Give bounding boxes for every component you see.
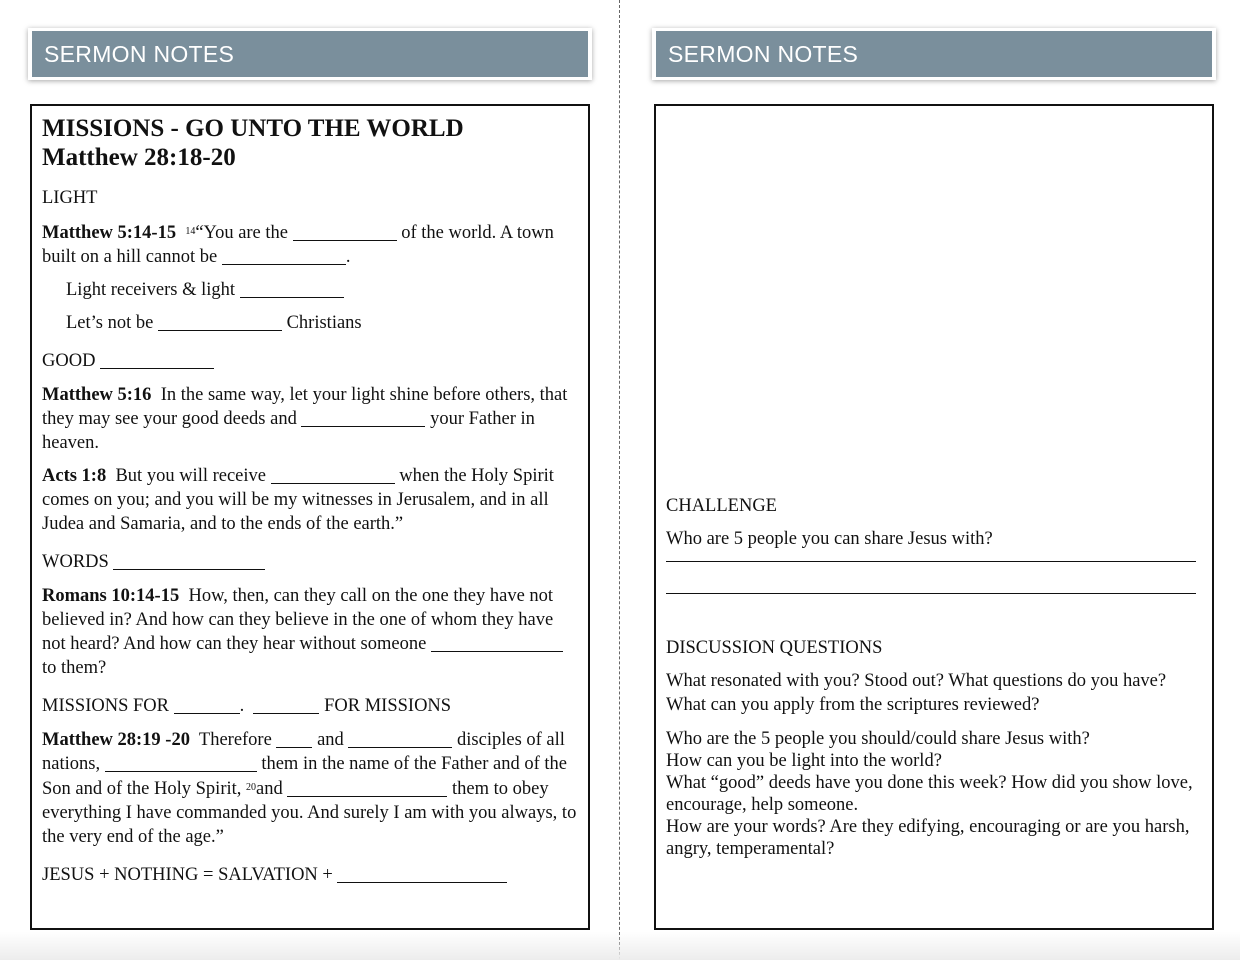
fill-in-blank[interactable] xyxy=(158,314,282,331)
missions-heading xyxy=(42,694,578,718)
matthew-5-16-passage xyxy=(42,383,578,455)
passage-text: your Father in heaven. xyxy=(42,409,535,453)
sermon-title xyxy=(42,114,578,172)
scripture-ref: Acts 1:8 xyxy=(42,466,107,486)
challenge-question: Who are 5 people you can share Jesus with? xyxy=(666,529,993,549)
discussion-question: How are your words? Are they edifying, encouraging or are you harsh, angry, temperamental? xyxy=(666,817,1190,859)
passage-text: But you will receive xyxy=(115,466,266,486)
verse-number: 20 xyxy=(246,782,257,793)
fill-in-blank[interactable] xyxy=(431,635,563,652)
light-heading: LIGHT xyxy=(42,188,98,208)
passage-text: and xyxy=(256,779,283,799)
passage-text: How, then, can they call on the one they have not believed in? And how can they believe in the one of whom they have not heard? And how can they hear without someone xyxy=(42,586,554,654)
fill-in-blank[interactable] xyxy=(301,410,425,427)
passage-text: them in the name of the Father and of the Son and of the Holy Spirit, xyxy=(42,754,567,799)
heading-text: . xyxy=(239,696,245,716)
fill-in-blank[interactable] xyxy=(222,248,346,265)
discussion-question: Who are the 5 people you should/could share Jesus with? xyxy=(666,729,1090,749)
point-text: Light receivers & light xyxy=(66,280,236,300)
scripture-ref: Matthew 28:19 -20 xyxy=(42,730,190,750)
scripture-ref: Matthew 5:16 xyxy=(42,385,152,405)
page-divider xyxy=(619,0,620,960)
challenge-heading: CHALLENGE xyxy=(666,496,777,516)
discussion-question: How can you be light into the world? xyxy=(666,751,942,771)
sermon-notes-banner-left xyxy=(28,28,592,80)
passage-text: “You are the xyxy=(195,223,288,243)
fill-in-blank[interactable] xyxy=(287,780,447,797)
right-notes-page xyxy=(654,104,1214,930)
passage-text: when the Holy Spirit comes on you; and you will be my witnesses in Jerusalem, and in all Judea and Samaria, and to the ends of the earth.” xyxy=(42,466,554,534)
discussion-heading: DISCUSSION QUESTIONS xyxy=(666,638,883,658)
romans-10-14-passage xyxy=(42,584,578,680)
heading-text: WORDS xyxy=(42,552,109,572)
scripture-ref: Romans 10:14-15 xyxy=(42,586,180,606)
scripture-ref: Matthew 5:14-15 xyxy=(42,223,177,243)
fill-in-blank[interactable] xyxy=(348,731,452,748)
answer-line-1[interactable] xyxy=(666,560,1196,562)
fill-in-blank[interactable] xyxy=(276,731,312,748)
passage-text: disciples of all nations, xyxy=(42,730,565,774)
left-page-content xyxy=(42,114,578,896)
fill-in-blank[interactable] xyxy=(113,553,265,570)
passage-text: to them? xyxy=(42,658,107,678)
heading-text: GOOD xyxy=(42,351,96,371)
fill-in-blank[interactable] xyxy=(105,755,257,772)
words-heading xyxy=(42,550,578,574)
good-heading xyxy=(42,349,578,373)
passage-text: Therefore xyxy=(198,730,272,750)
answer-line-2[interactable] xyxy=(666,592,1196,594)
acts-1-8-passage xyxy=(42,464,578,536)
sermon-notes-banner-right xyxy=(652,28,1216,80)
discussion-question: What resonated with you? Stood out? What questions do you have? xyxy=(666,671,1167,691)
banner-title-right: SERMON NOTES xyxy=(656,31,1212,77)
passage-text: them to obey everything I have commanded you. And surely I am with you always, to the very end of the age.” xyxy=(42,779,577,847)
point-text: Christians xyxy=(286,313,362,333)
passage-text: and xyxy=(317,730,344,750)
page-bottom-shadow xyxy=(0,932,1240,960)
fill-in-blank[interactable] xyxy=(253,697,319,714)
passage-text: . xyxy=(345,247,351,267)
fill-in-blank[interactable] xyxy=(271,467,395,484)
discussion-group-1 xyxy=(666,669,1196,717)
sermon-title-line1: MISSIONS - GO UNTO THE WORLD xyxy=(42,115,464,142)
light-point-2 xyxy=(42,311,578,335)
fill-in-blank[interactable] xyxy=(100,352,214,369)
heading-text: JESUS + NOTHING = SALVATION + xyxy=(42,865,333,885)
fill-in-blank[interactable] xyxy=(293,224,397,241)
heading-text: FOR MISSIONS xyxy=(324,696,452,716)
discussion-question: What can you apply from the scriptures reviewed? xyxy=(666,695,1040,715)
verse-number: 14 xyxy=(185,226,196,237)
fill-in-blank[interactable] xyxy=(337,866,507,883)
sermon-title-line2: Matthew 28:18-20 xyxy=(42,144,236,171)
point-text: Let’s not be xyxy=(66,313,154,333)
discussion-group-2 xyxy=(666,728,1196,860)
heading-text: MISSIONS FOR xyxy=(42,696,169,716)
right-page-content xyxy=(666,494,1196,860)
passage-text: In the same way, let your light shine before others, that they may see your good deeds and xyxy=(42,385,568,429)
left-notes-page xyxy=(30,104,590,930)
matthew-5-14-passage xyxy=(42,220,578,269)
banner-title-left: SERMON NOTES xyxy=(32,31,588,77)
light-point-1 xyxy=(42,278,578,302)
passage-text: of the world. A town built on a hill cannot be xyxy=(42,223,554,267)
salvation-line xyxy=(42,863,578,887)
discussion-question: What “good” deeds have you done this week? How did you show love, encourage, help someone. xyxy=(666,773,1193,815)
fill-in-blank[interactable] xyxy=(174,697,240,714)
matthew-28-19-passage xyxy=(42,728,578,849)
fill-in-blank[interactable] xyxy=(240,281,344,298)
